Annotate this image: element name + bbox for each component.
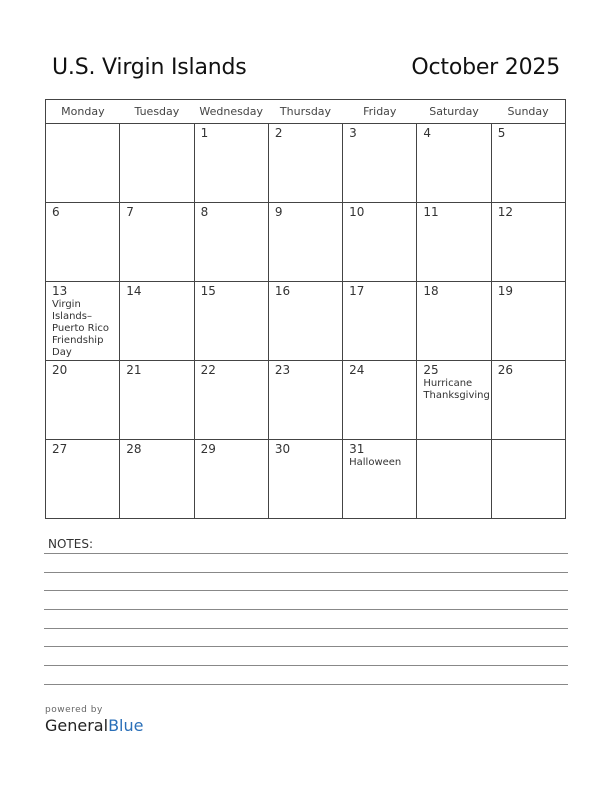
day-number: 24 <box>349 363 365 377</box>
generalblue-logo <box>45 705 143 735</box>
day-number: 29 <box>200 442 216 456</box>
day-cell <box>46 440 120 519</box>
holiday-label: Virgin Islands–Puerto Rico Friendship Day <box>52 299 110 358</box>
note-line <box>44 553 568 554</box>
week-row <box>46 124 566 203</box>
note-line <box>44 609 568 610</box>
day-number: 20 <box>52 363 68 377</box>
day-cell <box>268 440 342 519</box>
weekday-header: Monday <box>46 100 120 124</box>
day-number: 15 <box>200 284 216 298</box>
day-number: 4 <box>423 126 432 140</box>
brand-general: General <box>45 716 109 735</box>
day-cell <box>194 124 268 203</box>
day-number: 23 <box>274 363 291 377</box>
day-cell <box>417 440 491 519</box>
day-number: 27 <box>52 442 68 456</box>
day-cell <box>46 361 120 440</box>
day-cell <box>46 203 120 282</box>
note-line <box>44 590 568 591</box>
day-cell <box>268 124 342 203</box>
day-cell <box>343 361 417 440</box>
day-number: 19 <box>497 284 513 298</box>
note-line <box>44 684 568 685</box>
day-number: 17 <box>349 284 365 298</box>
powered-by-text: powered by <box>45 705 103 715</box>
week-row <box>46 282 566 361</box>
day-number: 2 <box>274 126 283 140</box>
day-cell <box>194 440 268 519</box>
day-number: 13 <box>52 284 68 298</box>
day-number: 9 <box>274 205 283 219</box>
day-number: 22 <box>200 363 216 377</box>
day-cell <box>120 440 194 519</box>
day-number: 6 <box>52 205 60 219</box>
day-cell <box>343 440 417 519</box>
brand-blue: Blue <box>108 716 144 735</box>
note-line <box>44 665 568 666</box>
day-cell <box>120 203 194 282</box>
day-cell <box>491 203 565 282</box>
day-number: 26 <box>497 363 513 377</box>
day-cell <box>46 124 120 203</box>
day-cell <box>268 282 342 361</box>
day-cell <box>120 124 194 203</box>
week-row <box>46 440 566 519</box>
day-cell <box>194 203 268 282</box>
day-cell <box>417 282 491 361</box>
day-number: 7 <box>126 205 134 219</box>
day-cell <box>343 203 417 282</box>
day-cell <box>343 124 417 203</box>
weekday-header: Saturday <box>417 100 491 124</box>
day-cell <box>343 282 417 361</box>
note-line <box>44 628 568 629</box>
day-number: 12 <box>497 205 513 219</box>
day-cell <box>120 282 194 361</box>
week-row <box>46 203 566 282</box>
day-cell <box>194 282 268 361</box>
weekday-header: Friday <box>343 100 417 124</box>
calendar-month-title: October 2025 <box>411 55 560 80</box>
calendar-grid <box>45 99 566 519</box>
day-number: 1 <box>200 126 209 140</box>
day-number: 31 <box>349 442 365 456</box>
calendar-country-title: U.S. Virgin Islands <box>52 55 247 80</box>
day-number: 21 <box>126 363 142 377</box>
brand-name <box>45 716 143 735</box>
note-line <box>44 572 568 573</box>
day-number: 3 <box>349 126 357 140</box>
holiday-label: Halloween <box>349 457 402 468</box>
weekday-header: Thursday <box>268 100 342 124</box>
weekday-header: Tuesday <box>120 100 194 124</box>
day-cell <box>417 124 491 203</box>
week-row <box>46 361 566 440</box>
day-cell <box>46 282 120 361</box>
day-cell <box>417 203 491 282</box>
day-number: 10 <box>349 205 365 219</box>
note-line <box>44 646 568 647</box>
weekday-header: Sunday <box>491 100 565 124</box>
notes-label: NOTES: <box>48 537 93 551</box>
day-number: 14 <box>126 284 142 298</box>
day-number: 30 <box>274 442 291 456</box>
day-cell <box>491 124 565 203</box>
day-cell <box>417 361 491 440</box>
day-cell <box>120 361 194 440</box>
day-cell <box>194 361 268 440</box>
day-number: 5 <box>497 126 506 140</box>
day-cell <box>491 440 565 519</box>
day-number: 25 <box>423 363 439 377</box>
day-number: 11 <box>423 205 439 219</box>
day-number: 16 <box>274 284 291 298</box>
weekday-header-row <box>46 100 566 124</box>
day-number: 18 <box>423 284 439 298</box>
day-number: 8 <box>200 205 209 219</box>
day-cell <box>491 282 565 361</box>
day-cell <box>491 361 565 440</box>
weekday-header: Wednesday <box>194 100 268 124</box>
day-number: 28 <box>126 442 142 456</box>
day-cell <box>268 203 342 282</box>
day-cell <box>268 361 342 440</box>
holiday-label: Hurricane Thanksgiving <box>423 378 490 401</box>
